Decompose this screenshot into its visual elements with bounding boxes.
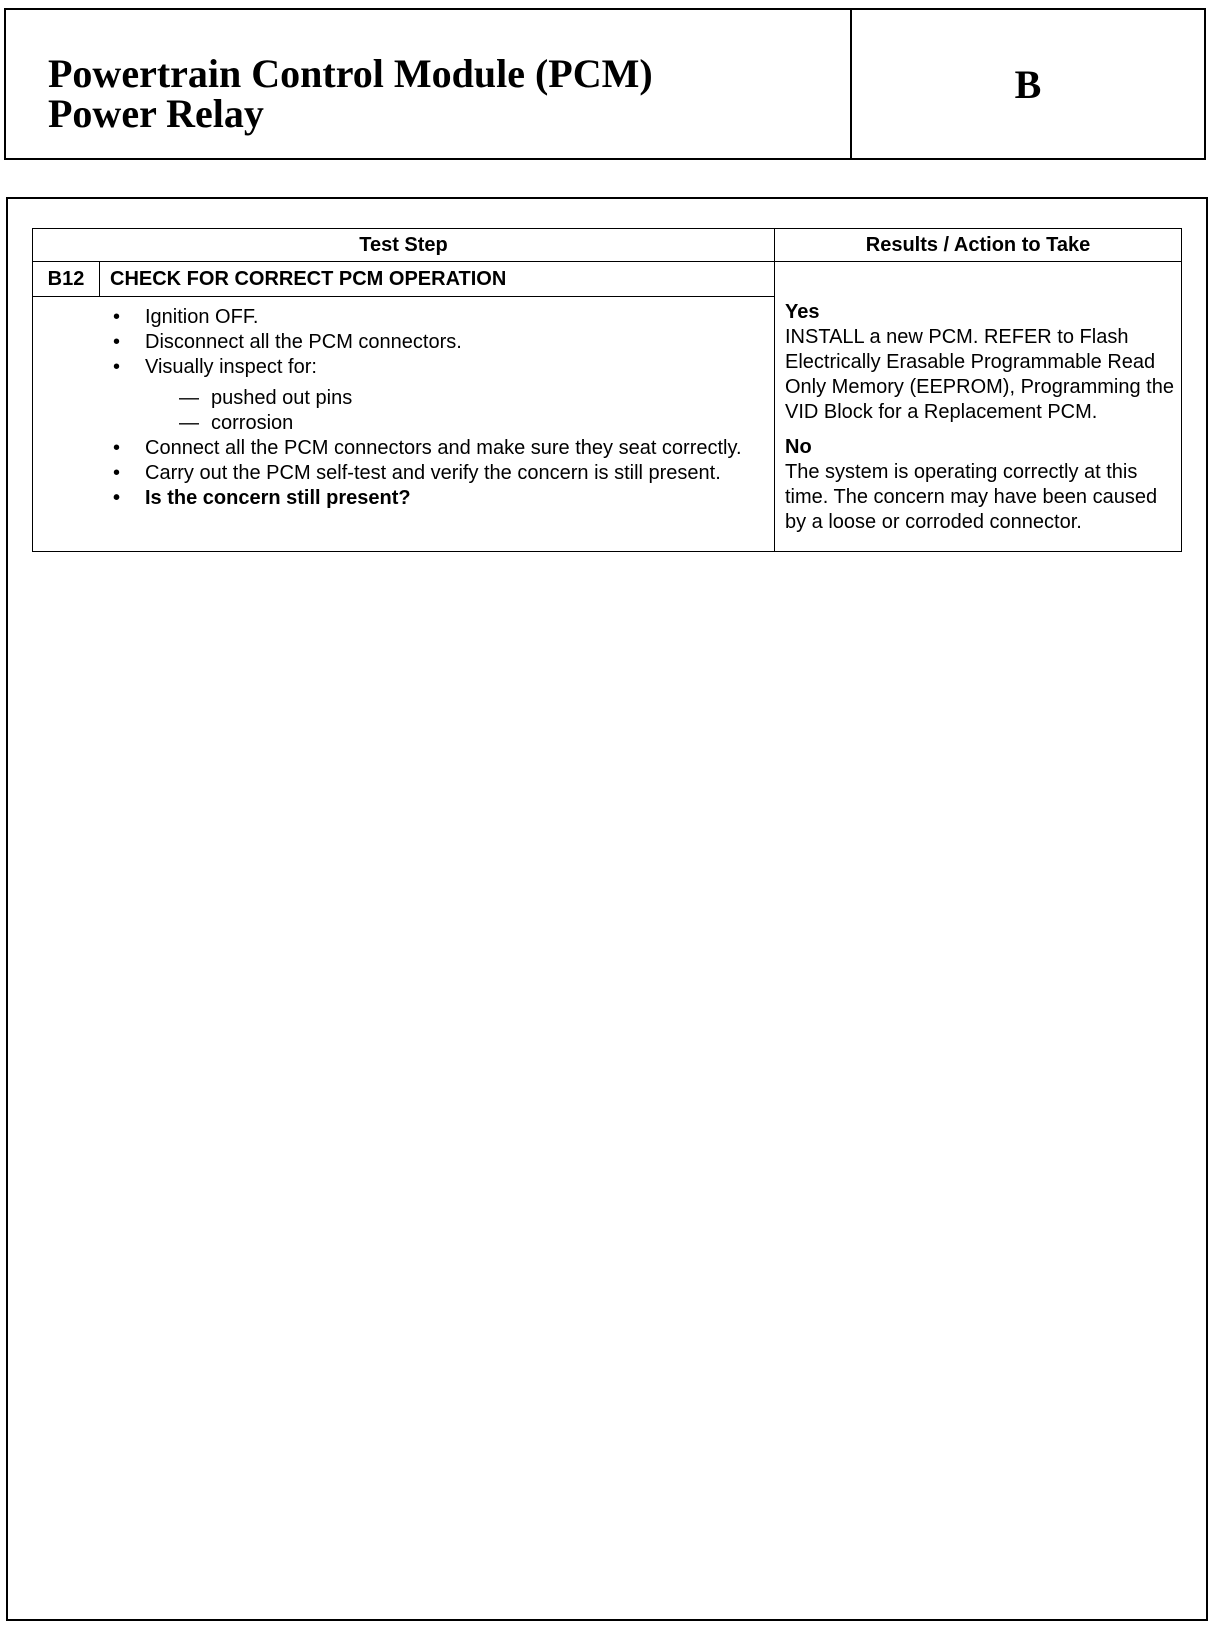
list-item [111, 355, 764, 436]
procedure-table [32, 228, 1182, 552]
column-header-results: Results / Action to Take [775, 229, 1182, 262]
result-yes-label: Yes [785, 301, 820, 323]
page-header [4, 8, 1206, 160]
list-item-question: • Is the concern still present? [111, 486, 764, 511]
result-yes-text: INSTALL a new PCM. REFER to Flash Electrically Erasable Programmable Read Only Memory (EEPROM), Programming the VID Block for a Replacement PCM. [785, 326, 1174, 423]
step-id: B12 [33, 262, 100, 297]
section-letter: B [1014, 61, 1042, 107]
result-no [785, 435, 1177, 535]
page-title [48, 51, 653, 136]
instruction-list [111, 305, 764, 511]
table-header-row [33, 229, 1182, 262]
column-header-test-step: Test Step [33, 229, 775, 262]
title-line-1: Powertrain Control Module (PCM) [48, 51, 653, 96]
result-no-label: No [785, 436, 812, 458]
results-cell [775, 262, 1182, 552]
list-item-text: Visually inspect for: [145, 356, 317, 378]
step-title: CHECK FOR CORRECT PCM OPERATION [100, 262, 775, 297]
result-yes [785, 300, 1177, 425]
list-item: • Ignition OFF. [111, 305, 764, 330]
step-title-row [33, 262, 1182, 297]
inspection-sublist [145, 386, 764, 436]
result-no-text: The system is operating correctly at this time. The concern may have been caused by a loose or corroded connector. [785, 461, 1158, 533]
title-line-2: Power Relay [48, 91, 264, 136]
list-item: • Disconnect all the PCM connectors. [111, 330, 764, 355]
sub-list-item: — pushed out pins [145, 386, 764, 411]
step-instructions [33, 297, 775, 552]
list-item: • Connect all the PCM connectors and make sure they seat correctly. [111, 436, 764, 461]
sub-list-item: — corrosion [145, 411, 764, 436]
list-item: • Carry out the PCM self-test and verify the concern is still present. [111, 461, 764, 486]
